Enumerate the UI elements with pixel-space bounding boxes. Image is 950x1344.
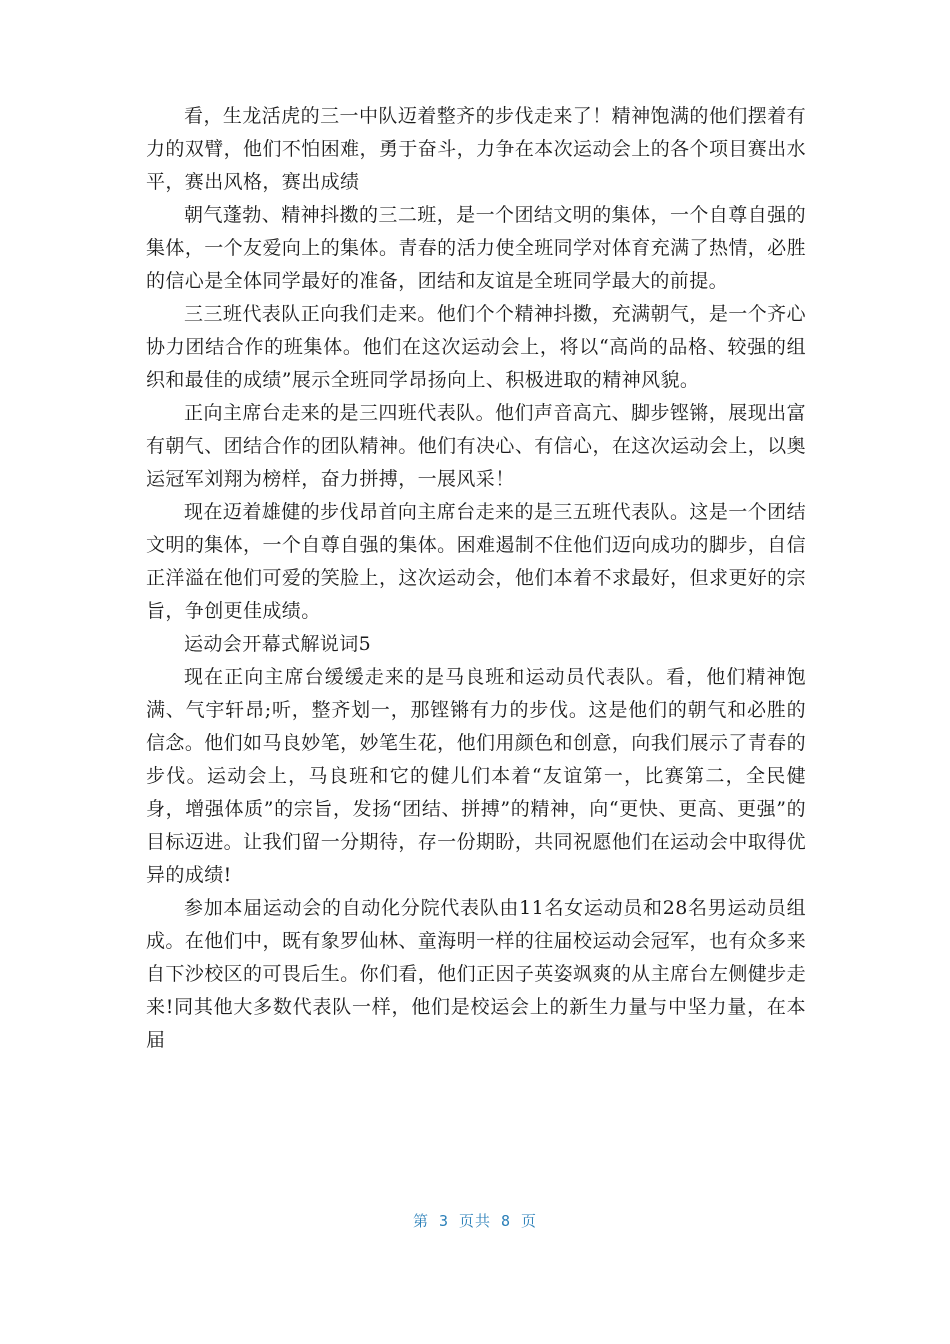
footer-label-yegong: 页共 <box>458 1212 491 1230</box>
paragraph-3: 三三班代表队正向我们走来。他们个个精神抖擞，充满朝气，是一个齐心协力团结合作的班集体。他们在这次运动会上，将以“高尚的品格、较强的组织和最佳的成绩”展示全班同学昂扬向上、积极进取的精神风貌。 <box>146 303 806 391</box>
paragraph-6: 现在正向主席台缓缓走来的是马良班和运动员代表队。看，他们精神饱满、气宇轩昂;听，整齐划一，那铿锵有力的步伐。这是他们的朝气和必胜的信念。他们如马良妙笔，妙笔生花，他们用颜色和创意，向我们展示了青春的步伐。运动会上，马良班和它的健儿们本着“友谊第一，比赛第二，全民健身，增强体质”的宗旨，发扬“团结、拼搏”的精神，向“更快、更高、更强”的目标迈进。让我们留一分期待，存一份期盼，共同祝愿他们在运动会中取得优异的成绩! <box>146 666 806 886</box>
paragraph-1: 看，生龙活虎的三一中队迈着整齐的步伐走来了！精神饱满的他们摆着有力的双臂，他们不怕困难，勇于奋斗，力争在本次运动会上的各个项目赛出水平，赛出风格，赛出成绩 <box>146 105 806 193</box>
footer-label-di: 第 <box>412 1212 429 1230</box>
paragraph-2: 朝气蓬勃、精神抖擞的三二班，是一个团结文明的集体，一个自尊自强的集体，一个友爱向上的集体。青春的活力使全班同学对体育充满了热情，必胜的信心是全体同学最好的准备，团结和友谊是全班同学最大的前提。 <box>146 204 806 292</box>
paragraph-4: 正向主席台走来的是三四班代表队。他们声音高亢、脚步铿锵，展现出富有朝气、团结合作的团队精神。他们有决心、有信心，在这次运动会上，以奥运冠军刘翔为榜样，奋力拼搏，一展风采！ <box>146 402 806 490</box>
document-body <box>146 100 806 1057</box>
footer-current-page: 3 <box>438 1212 449 1230</box>
page-footer <box>0 1210 950 1231</box>
footer-label-ye: 页 <box>521 1212 538 1230</box>
section-heading: 运动会开幕式解说词5 <box>184 633 372 655</box>
footer-total-pages: 8 <box>501 1212 512 1230</box>
paragraph-7: 参加本届运动会的自动化分院代表队由11名女运动员和28名男运动员组成。在他们中，既有象罗仙林、童海明一样的往届校运动会冠军，也有众多来自下沙校区的可畏后生。你们看，他们正因子英姿飒爽的从主席台左侧健步走来!同其他大多数代表队一样，他们是校运会上的新生力量与中坚力量，在本届 <box>146 897 806 1051</box>
paragraph-5: 现在迈着雄健的步伐昂首向主席台走来的是三五班代表队。这是一个团结文明的集体，一个自尊自强的集体。困难遏制不住他们迈向成功的脚步，自信正洋溢在他们可爱的笑脸上，这次运动会，他们本着不求最好，但求更好的宗旨，争创更佳成绩。 <box>146 501 806 622</box>
